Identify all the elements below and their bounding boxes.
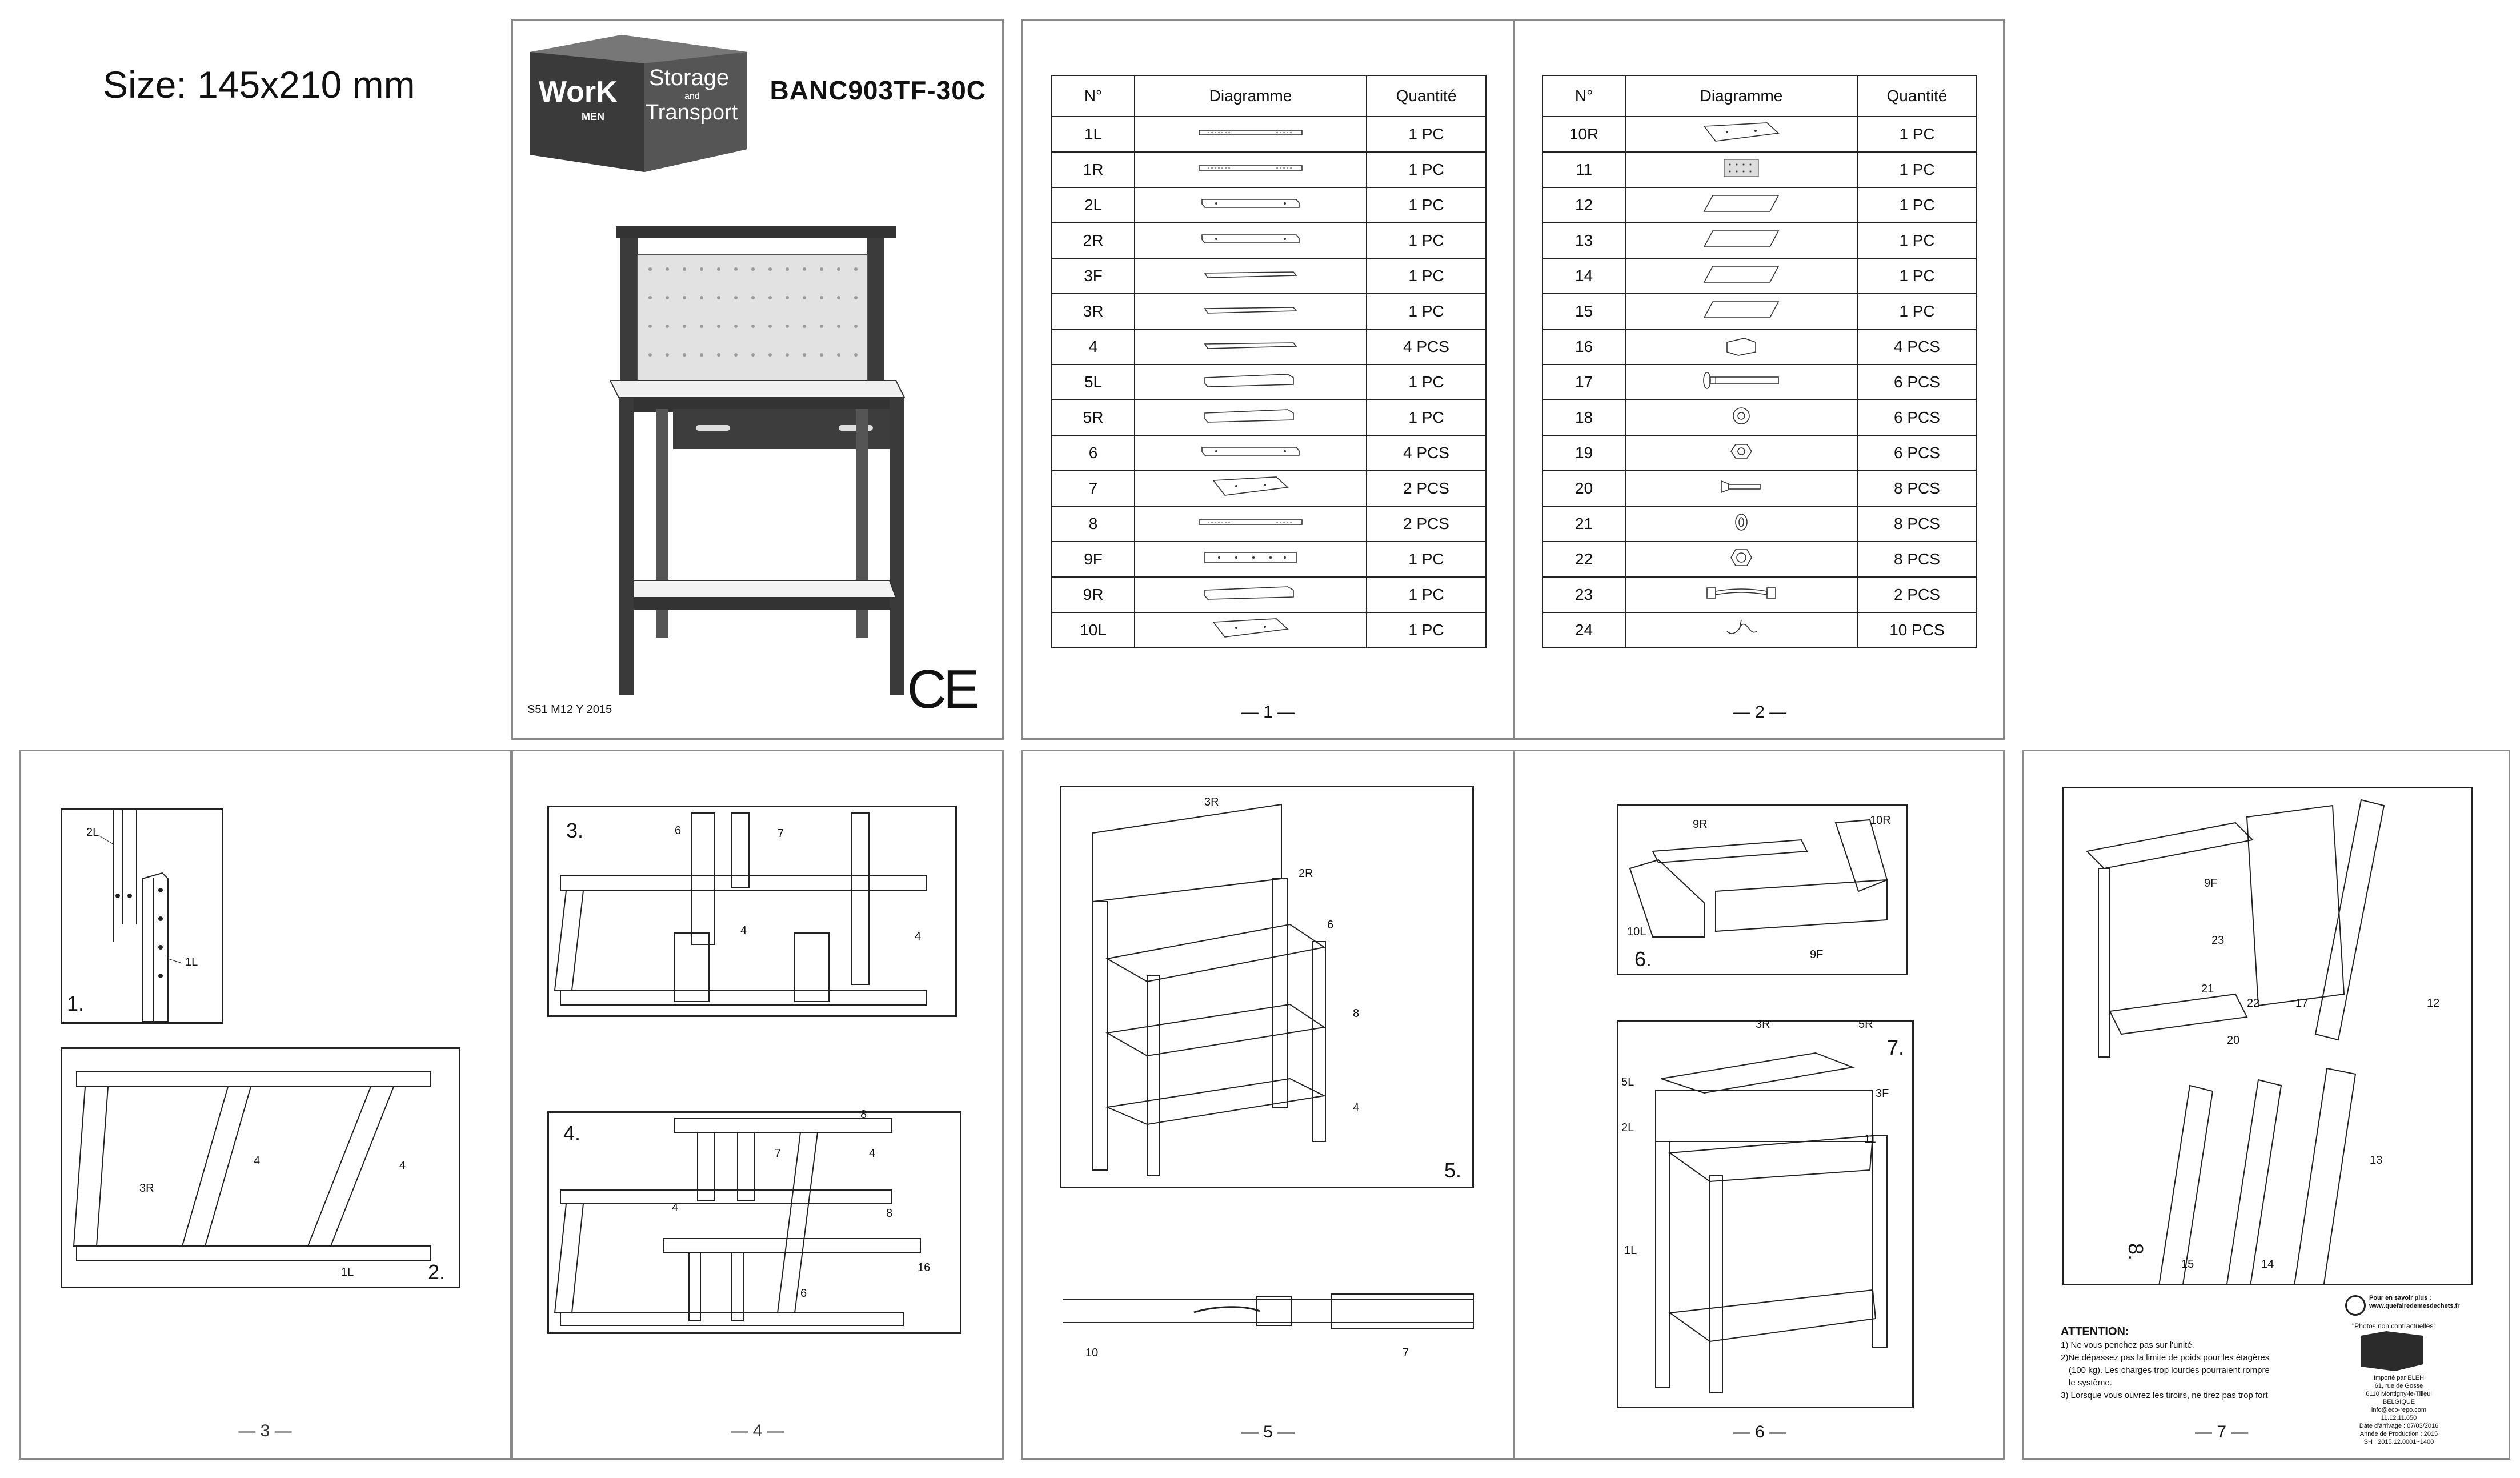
part-quantity: 1 PC — [1857, 258, 1977, 294]
angle-beam-icon — [1135, 577, 1367, 612]
callout-17: 17 — [2295, 997, 2309, 1010]
page-number-3: — 3 — — [238, 1421, 292, 1440]
callout-7: 7 — [1403, 1347, 1409, 1359]
handle-icon — [1625, 577, 1857, 612]
step-7-label: 7. — [1887, 1036, 1905, 1059]
panel-icon — [1625, 294, 1857, 329]
panel-icon — [1625, 258, 1857, 294]
part-number: 24 — [1543, 612, 1625, 648]
workbench-illustration — [610, 226, 907, 700]
callout-3r: 3R — [1756, 1018, 1770, 1031]
part-number: 14 — [1543, 258, 1625, 294]
part-row — [1543, 435, 1977, 471]
callout-16: 16 — [918, 1261, 931, 1274]
part-row — [1052, 577, 1486, 612]
page-divider — [1513, 21, 1515, 738]
col-diagram: Diagramme — [1135, 75, 1367, 117]
parts-table-right — [1542, 75, 1977, 648]
bolt-icon — [1625, 365, 1857, 400]
page-number-4: — 4 — — [731, 1421, 784, 1440]
attention-line-2: 2)Ne dépassez pas la limite de poids pour les étagères — [2061, 1353, 2270, 1363]
part-row — [1052, 258, 1486, 294]
recycle-line-1: Pour en savoir plus : — [2369, 1295, 2431, 1301]
part-number: 10R — [1543, 117, 1625, 152]
part-quantity: 8 PCS — [1857, 506, 1977, 542]
date-line-2: Date d'arrivage : 07/03/2016 — [2359, 1423, 2439, 1429]
production-code: S51 M12 Y 2015 — [527, 703, 612, 716]
date-line-3: Année de Production : 2015 — [2359, 1431, 2438, 1437]
part-number: 3F — [1052, 258, 1135, 294]
date-line-4: SH : 2015.12.0001~1400 — [2363, 1439, 2434, 1445]
beam-icon — [1135, 435, 1367, 471]
part-number: 20 — [1543, 471, 1625, 506]
part-number: 2L — [1052, 187, 1135, 223]
callout-12: 12 — [2427, 997, 2440, 1010]
page-7-panel — [2022, 750, 2510, 1460]
part-quantity: 1 PC — [1367, 223, 1486, 258]
brand-work: WorK — [539, 75, 618, 109]
part-row — [1543, 400, 1977, 435]
callout-4a: 4 — [740, 924, 747, 937]
callout-13: 13 — [2370, 1154, 2383, 1167]
part-row — [1543, 223, 1977, 258]
step-1-label: 1. — [67, 992, 85, 1015]
hook-icon — [1625, 612, 1857, 648]
part-quantity: 1 PC — [1367, 542, 1486, 577]
part-number: 9R — [1052, 577, 1135, 612]
callout-11: 11 — [1864, 1133, 1876, 1145]
part-row — [1052, 612, 1486, 648]
part-quantity: 2 PCS — [1857, 577, 1977, 612]
holed-beam-icon — [1135, 542, 1367, 577]
parts-list-panel — [1021, 19, 2005, 740]
importer-info — [2350, 1374, 2447, 1446]
step-3-diagram — [549, 807, 955, 1015]
part-quantity: 10 PCS — [1857, 612, 1977, 648]
panel-icon — [1625, 187, 1857, 223]
cover-panel — [511, 19, 1004, 740]
beam-icon — [1135, 223, 1367, 258]
brand-and: and — [684, 91, 700, 101]
flat-beam-icon — [1135, 329, 1367, 365]
step-5-diagram — [1061, 787, 1472, 1187]
part-quantity: 4 PCS — [1857, 329, 1977, 365]
angle-beam-icon — [1135, 400, 1367, 435]
panel-icon — [1625, 223, 1857, 258]
part-number: 23 — [1543, 577, 1625, 612]
part-number: 2R — [1052, 223, 1135, 258]
part-number: 5R — [1052, 400, 1135, 435]
callout-5r: 5R — [1858, 1018, 1873, 1031]
part-quantity: 1 PC — [1367, 187, 1486, 223]
part-number: 12 — [1543, 187, 1625, 223]
flat-beam-icon — [1135, 294, 1367, 329]
part-quantity: 6 PCS — [1857, 400, 1977, 435]
part-quantity: 4 PCS — [1367, 435, 1486, 471]
part-number: 22 — [1543, 542, 1625, 577]
callout-4b: 4 — [869, 1147, 876, 1160]
callout-10: 10 — [1085, 1347, 1099, 1359]
part-number: 10L — [1052, 612, 1135, 648]
part-row — [1543, 329, 1977, 365]
importer-line-3: 6110 Montigny-le-Tilleul — [2366, 1391, 2432, 1397]
step-8-diagram — [2064, 788, 2471, 1284]
photos-note: "Photos non contractuelles" — [2352, 1322, 2436, 1330]
foot-cap-icon — [1625, 329, 1857, 365]
part-quantity: 1 PC — [1857, 152, 1977, 187]
callout-21: 21 — [2201, 983, 2214, 995]
part-row — [1543, 152, 1977, 187]
callout-4: 4 — [1353, 1102, 1360, 1114]
part-quantity: 1 PC — [1367, 294, 1486, 329]
part-number: 11 — [1543, 152, 1625, 187]
step-8-box — [2062, 787, 2473, 1285]
step-3-label: 3. — [566, 819, 584, 842]
rail-bar-icon — [1135, 506, 1367, 542]
step-6-box — [1617, 804, 1908, 975]
attention-line-3: (100 kg). Les charges trop lourdes pourraient rompre — [2069, 1365, 2270, 1375]
step-2-label: 2. — [428, 1260, 446, 1284]
part-quantity: 2 PCS — [1367, 471, 1486, 506]
part-row — [1052, 365, 1486, 400]
part-row — [1052, 223, 1486, 258]
callout-7: 7 — [778, 827, 784, 840]
importer-line-1: Importé par ELEH — [2373, 1375, 2425, 1381]
workmen-logo-small — [2361, 1331, 2423, 1371]
pegboard-icon — [1625, 152, 1857, 187]
page-3-panel — [19, 750, 511, 1460]
part-quantity: 6 PCS — [1857, 365, 1977, 400]
callout-1l: 1L — [341, 1266, 354, 1279]
screw-icon — [1625, 471, 1857, 506]
attention-line-1: 1) Ne vous penchez pas sur l'unité. — [2061, 1340, 2194, 1350]
model-number: BANC903TF-30C — [770, 75, 986, 105]
part-row — [1543, 542, 1977, 577]
callout-9f: 9F — [2204, 877, 2218, 890]
callout-6: 6 — [675, 824, 682, 837]
step-5-label: 5. — [1444, 1159, 1462, 1182]
part-row — [1543, 117, 1977, 152]
angle-beam-icon — [1135, 365, 1367, 400]
callout-14: 14 — [2261, 1258, 2274, 1271]
part-quantity: 1 PC — [1367, 612, 1486, 648]
importer-line-5: info@eco-repo.com — [2371, 1407, 2427, 1413]
part-quantity: 1 PC — [1857, 294, 1977, 329]
brand-transport: Transport — [646, 101, 738, 125]
callout-1l: 1L — [1624, 1244, 1637, 1257]
step-5-box — [1060, 786, 1474, 1188]
part-row — [1543, 612, 1977, 648]
step-4-diagram — [549, 1113, 960, 1332]
page-divider — [1513, 751, 1515, 1458]
part-quantity: 1 PC — [1367, 152, 1486, 187]
step-4-label: 4. — [563, 1121, 581, 1145]
callout-4b: 4 — [399, 1159, 406, 1172]
brand-storage: Storage — [649, 65, 730, 90]
part-quantity: 2 PCS — [1367, 506, 1486, 542]
callout-6: 6 — [1327, 919, 1334, 931]
part-row — [1543, 365, 1977, 400]
callout-4b: 4 — [915, 930, 922, 943]
step-7-box — [1617, 1020, 1914, 1408]
col-quantity: Quantité — [1367, 75, 1486, 117]
part-number: 5L — [1052, 365, 1135, 400]
page-number-7: — 7 — — [2195, 1423, 2249, 1441]
page-4-panel — [511, 750, 1004, 1460]
size-title: Size: 145x210 mm — [103, 63, 415, 106]
part-quantity: 1 PC — [1367, 577, 1486, 612]
callout-9r: 9R — [1693, 818, 1708, 831]
step-7-diagram — [1618, 1022, 1912, 1407]
washer-icon — [1625, 400, 1857, 435]
nut-icon — [1625, 435, 1857, 471]
callout-7: 7 — [775, 1147, 782, 1160]
step-3-box — [547, 806, 957, 1017]
part-number: 18 — [1543, 400, 1625, 435]
step-8-label: 8. — [2124, 1243, 2148, 1261]
attention-notice — [2061, 1325, 2289, 1402]
attention-line-5: 3) Lorsque vous ouvrez les tiroirs, ne tirez pas trop fort — [2061, 1391, 2268, 1400]
part-row — [1052, 506, 1486, 542]
step-6-label: 6. — [1634, 947, 1652, 971]
part-number: 16 — [1543, 329, 1625, 365]
part-row — [1052, 471, 1486, 506]
part-number: 4 — [1052, 329, 1135, 365]
part-number: 9F — [1052, 542, 1135, 577]
part-row — [1543, 577, 1977, 612]
brand-men: MEN — [582, 111, 604, 122]
importer-line-4: BELGIQUE — [2382, 1399, 2415, 1405]
callout-3f: 3F — [1876, 1087, 1889, 1100]
col-number: N° — [1543, 75, 1625, 117]
part-number: 1R — [1052, 152, 1135, 187]
part-row — [1052, 294, 1486, 329]
part-quantity: 1 PC — [1367, 400, 1486, 435]
part-row — [1052, 152, 1486, 187]
callout-23: 23 — [2211, 934, 2225, 947]
part-quantity: 6 PCS — [1857, 435, 1977, 471]
part-row — [1052, 400, 1486, 435]
page-number-6: — 6 — — [1733, 1423, 1787, 1441]
callout-8: 8 — [1353, 1007, 1360, 1020]
part-number: 1L — [1052, 117, 1135, 152]
rail-bar-icon — [1135, 117, 1367, 152]
callout-2l: 2L — [1621, 1121, 1634, 1134]
part-number: 19 — [1543, 435, 1625, 471]
part-row — [1543, 258, 1977, 294]
recycle-line-2: www.quefairedemesdechets.fr — [2369, 1303, 2460, 1309]
col-quantity: Quantité — [1857, 75, 1977, 117]
page-number-2: — 2 — — [1733, 703, 1787, 722]
step-1-box — [61, 808, 223, 1024]
page-number-1: — 1 — — [1241, 703, 1295, 722]
callout-3r: 3R — [1204, 796, 1219, 808]
rail-bar-icon — [1135, 152, 1367, 187]
part-row — [1543, 506, 1977, 542]
callout-20: 20 — [2227, 1034, 2240, 1047]
part-quantity: 1 PC — [1857, 187, 1977, 223]
part-row — [1052, 329, 1486, 365]
part-number: 6 — [1052, 435, 1135, 471]
part-number: 7 — [1052, 471, 1135, 506]
part-number: 3R — [1052, 294, 1135, 329]
flat-beam-icon — [1135, 258, 1367, 294]
parts-table-left — [1051, 75, 1487, 648]
callout-10r: 10R — [1870, 814, 1891, 827]
recycle-info — [2369, 1294, 2460, 1310]
part-row — [1543, 187, 1977, 223]
part-quantity: 8 PCS — [1857, 471, 1977, 506]
bracket-icon — [1625, 117, 1857, 152]
callout-9f: 9F — [1810, 948, 1824, 961]
recycle-icon — [2345, 1295, 2366, 1316]
part-row — [1052, 187, 1486, 223]
part-row — [1543, 294, 1977, 329]
hex-nut-icon — [1625, 542, 1857, 577]
callout-6: 6 — [800, 1287, 807, 1300]
callout-15: 15 — [2181, 1258, 2194, 1271]
bracket-icon — [1135, 471, 1367, 506]
part-row — [1052, 117, 1486, 152]
callout-8a: 8 — [860, 1108, 867, 1121]
ce-mark: CE — [907, 659, 976, 720]
step-2-box — [61, 1047, 460, 1288]
part-row — [1052, 542, 1486, 577]
part-row — [1052, 435, 1486, 471]
callout-10l: 10L — [1627, 926, 1646, 938]
importer-line-2: 61, rue de Gosse — [2374, 1383, 2423, 1389]
lock-washer-icon — [1625, 506, 1857, 542]
callout-4a: 4 — [672, 1201, 679, 1214]
drawer-rail-diagram — [1063, 1288, 1474, 1351]
step-6-diagram — [1618, 806, 1906, 974]
callout-3r: 3R — [139, 1182, 154, 1195]
part-quantity: 8 PCS — [1857, 542, 1977, 577]
part-quantity: 1 PC — [1857, 223, 1977, 258]
callout-8b: 8 — [886, 1207, 893, 1220]
page-5-6-panel — [1021, 750, 2005, 1460]
part-number: 8 — [1052, 506, 1135, 542]
callout-5l: 5L — [1621, 1076, 1634, 1088]
callout-4a: 4 — [254, 1155, 261, 1167]
part-number: 15 — [1543, 294, 1625, 329]
date-line-1: 11.12.11.650 — [2381, 1415, 2417, 1421]
col-diagram: Diagramme — [1625, 75, 1857, 117]
part-number: 21 — [1543, 506, 1625, 542]
callout-2r: 2R — [1299, 867, 1313, 880]
part-number: 17 — [1543, 365, 1625, 400]
callout-22: 22 — [2247, 997, 2260, 1010]
part-quantity: 4 PCS — [1367, 329, 1486, 365]
attention-title: ATTENTION: — [2061, 1325, 2129, 1338]
part-quantity: 1 PC — [1367, 365, 1486, 400]
col-number: N° — [1052, 75, 1135, 117]
beam-icon — [1135, 187, 1367, 223]
step-1-diagram — [62, 810, 222, 1022]
part-number: 13 — [1543, 223, 1625, 258]
part-quantity: 1 PC — [1367, 258, 1486, 294]
page-number-5: — 5 — — [1241, 1423, 1295, 1441]
part-quantity: 1 PC — [1367, 117, 1486, 152]
part-row — [1543, 471, 1977, 506]
bracket-icon — [1135, 612, 1367, 648]
callout-1l: 1L — [185, 956, 198, 968]
attention-line-4: le système. — [2069, 1378, 2112, 1388]
step-4-box — [547, 1108, 961, 1334]
callout-2l: 2L — [86, 826, 99, 839]
part-quantity: 1 PC — [1857, 117, 1977, 152]
